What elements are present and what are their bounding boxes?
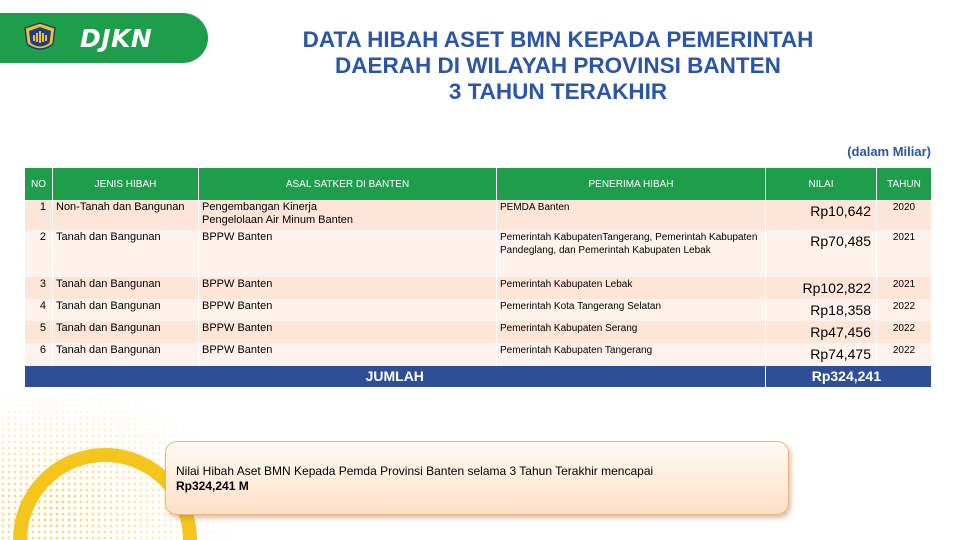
- brand-name: DJKN: [80, 24, 153, 53]
- total-value: Rp324,241: [766, 366, 932, 387]
- title-line-2: DAERAH DI WILAYAH PROVINSI BANTEN: [335, 53, 781, 78]
- cell-nilai: Rp47,456: [766, 321, 877, 343]
- cell-tahun: 2020: [877, 200, 932, 230]
- kemenkeu-emblem-icon: [22, 22, 58, 54]
- header-nilai: NILAI: [766, 168, 877, 200]
- cell-jenis: Tanah dan Bangunan: [53, 299, 199, 321]
- table-header-row: [25, 168, 932, 200]
- header-tahun: TAHUN: [877, 168, 932, 200]
- cell-asal: BPPW Banten: [199, 299, 497, 321]
- cell-penerima: PEMDA Banten: [497, 200, 766, 230]
- cell-tahun: 2022: [877, 299, 932, 321]
- header-no: NO: [25, 168, 53, 200]
- cell-tahun: 2022: [877, 321, 932, 343]
- summary-box: [165, 441, 789, 515]
- header-jenis-hibah: JENIS HIBAH: [53, 168, 199, 200]
- table-row: [25, 299, 932, 321]
- unit-note: (dalam Miliar): [847, 144, 931, 159]
- title-line-3: 3 TAHUN TERAKHIR: [448, 79, 668, 104]
- cell-no: 2: [25, 230, 53, 277]
- hibah-table: [24, 168, 932, 387]
- cell-asal: Pengembangan Kinerja Pengelolaan Air Minum Banten: [199, 200, 497, 230]
- cell-no: 4: [25, 299, 53, 321]
- cell-jenis: Tanah dan Bangunan: [53, 277, 199, 299]
- cell-penerima: Pemerintah Kabupaten Serang: [497, 321, 766, 343]
- brand-logo-bar: [0, 13, 208, 63]
- total-label: JUMLAH: [25, 366, 766, 387]
- cell-no: 5: [25, 321, 53, 343]
- title-line-1: DATA HIBAH ASET BMN KEPADA PEMERINTAH: [302, 27, 814, 52]
- cell-asal: BPPW Banten: [199, 321, 497, 343]
- table-row: [25, 343, 932, 366]
- table-row: [25, 321, 932, 343]
- cell-jenis: Non-Tanah dan Bangunan: [53, 200, 199, 230]
- cell-nilai: Rp18,358: [766, 299, 877, 321]
- cell-penerima: Pemerintah Kabupaten Lebak: [497, 277, 766, 299]
- summary-text: Nilai Hibah Aset BMN Kepada Pemda Provinsi Banten selama 3 Tahun Terakhir mencapai: [176, 464, 654, 478]
- cell-tahun: 2021: [877, 277, 932, 299]
- cell-jenis: Tanah dan Bangunan: [53, 321, 199, 343]
- table-row: [25, 200, 932, 230]
- cell-tahun: 2022: [877, 343, 932, 366]
- cell-no: 6: [25, 343, 53, 366]
- cell-jenis: Tanah dan Bangunan: [53, 343, 199, 366]
- cell-asal: BPPW Banten: [199, 277, 497, 299]
- cell-asal: BPPW Banten: [199, 230, 497, 277]
- cell-penerima: Pemerintah Kabupaten Tangerang: [497, 343, 766, 366]
- cell-asal: BPPW Banten: [199, 343, 497, 366]
- page-title: [230, 27, 886, 105]
- cell-nilai: Rp70,485: [766, 230, 877, 277]
- header-asal-satker: ASAL SATKER DI BANTEN: [199, 168, 497, 200]
- cell-penerima: Pemerintah Kota Tangerang Selatan: [497, 299, 766, 321]
- table-row: [25, 277, 932, 299]
- cell-nilai: Rp74,475: [766, 343, 877, 366]
- summary-value: Rp324,241 M: [176, 479, 249, 493]
- cell-jenis: Tanah dan Bangunan: [53, 230, 199, 277]
- total-row: [25, 366, 932, 387]
- cell-no: 1: [25, 200, 53, 230]
- header-penerima-hibah: PENERIMA HIBAH: [497, 168, 766, 200]
- cell-penerima: Pemerintah KabupatenTangerang, Pemerintah Kabupaten Pandeglang, dan Pemerintah Kabupaten Lebak: [497, 230, 766, 277]
- cell-no: 3: [25, 277, 53, 299]
- cell-nilai: Rp10,642: [766, 200, 877, 230]
- cell-tahun: 2021: [877, 230, 932, 277]
- table-row: [25, 230, 932, 277]
- cell-nilai: Rp102,822: [766, 277, 877, 299]
